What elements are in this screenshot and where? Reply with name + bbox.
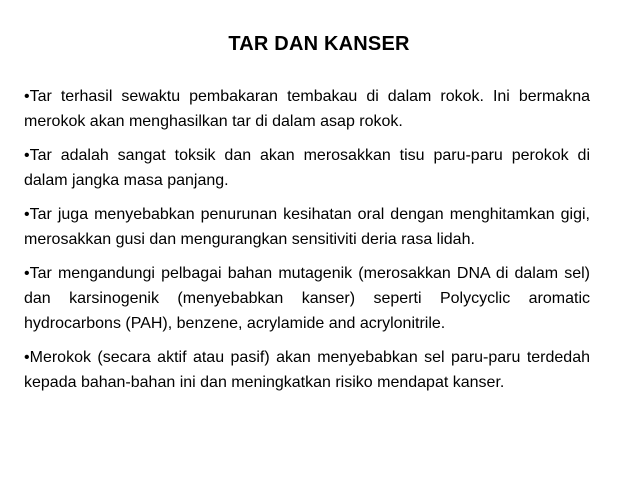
bullet-dot-icon: • [24,265,30,282]
bullet-dot-icon: • [24,349,30,366]
bullet-item [24,84,590,134]
bullet-text: Tar juga menyebabkan penurunan kesihatan oral dengan menghitamkan gigi, merosakkan gusi dan mengurangkan sensitiviti deria rasa lidah. [24,206,590,248]
bullet-dot-icon: • [24,147,30,164]
bullet-text: Tar adalah sangat toksik dan akan merosakkan tisu paru-paru perokok di dalam jangka masa panjang. [24,147,590,189]
bullet-dot-icon: • [24,88,30,105]
bullet-list [24,84,590,404]
bullet-text: Tar mengandungi pelbagai bahan mutagenik (merosakkan DNA di dalam sel) dan karsinogenik (menyebabkan kanser) seperti Polycyclic aromatic hydrocarbons (PAH), benzene, acrylamide and acrylonitrile. [24,265,590,332]
bullet-item [24,345,590,395]
bullet-text: Tar terhasil sewaktu pembakaran tembakau di dalam rokok. Ini bermakna merokok akan menghasilkan tar di dalam asap rokok. [24,88,590,130]
bullet-dot-icon: • [24,206,30,223]
bullet-item [24,143,590,193]
bullet-item [24,202,590,252]
bullet-text: Merokok (secara aktif atau pasif) akan menyebabkan sel paru-paru terdedah kepada bahan-bahan ini dan meningkatkan risiko mendapat kanser. [24,349,590,391]
slide-title: TAR DAN KANSER [228,33,410,55]
bullet-item [24,261,590,336]
